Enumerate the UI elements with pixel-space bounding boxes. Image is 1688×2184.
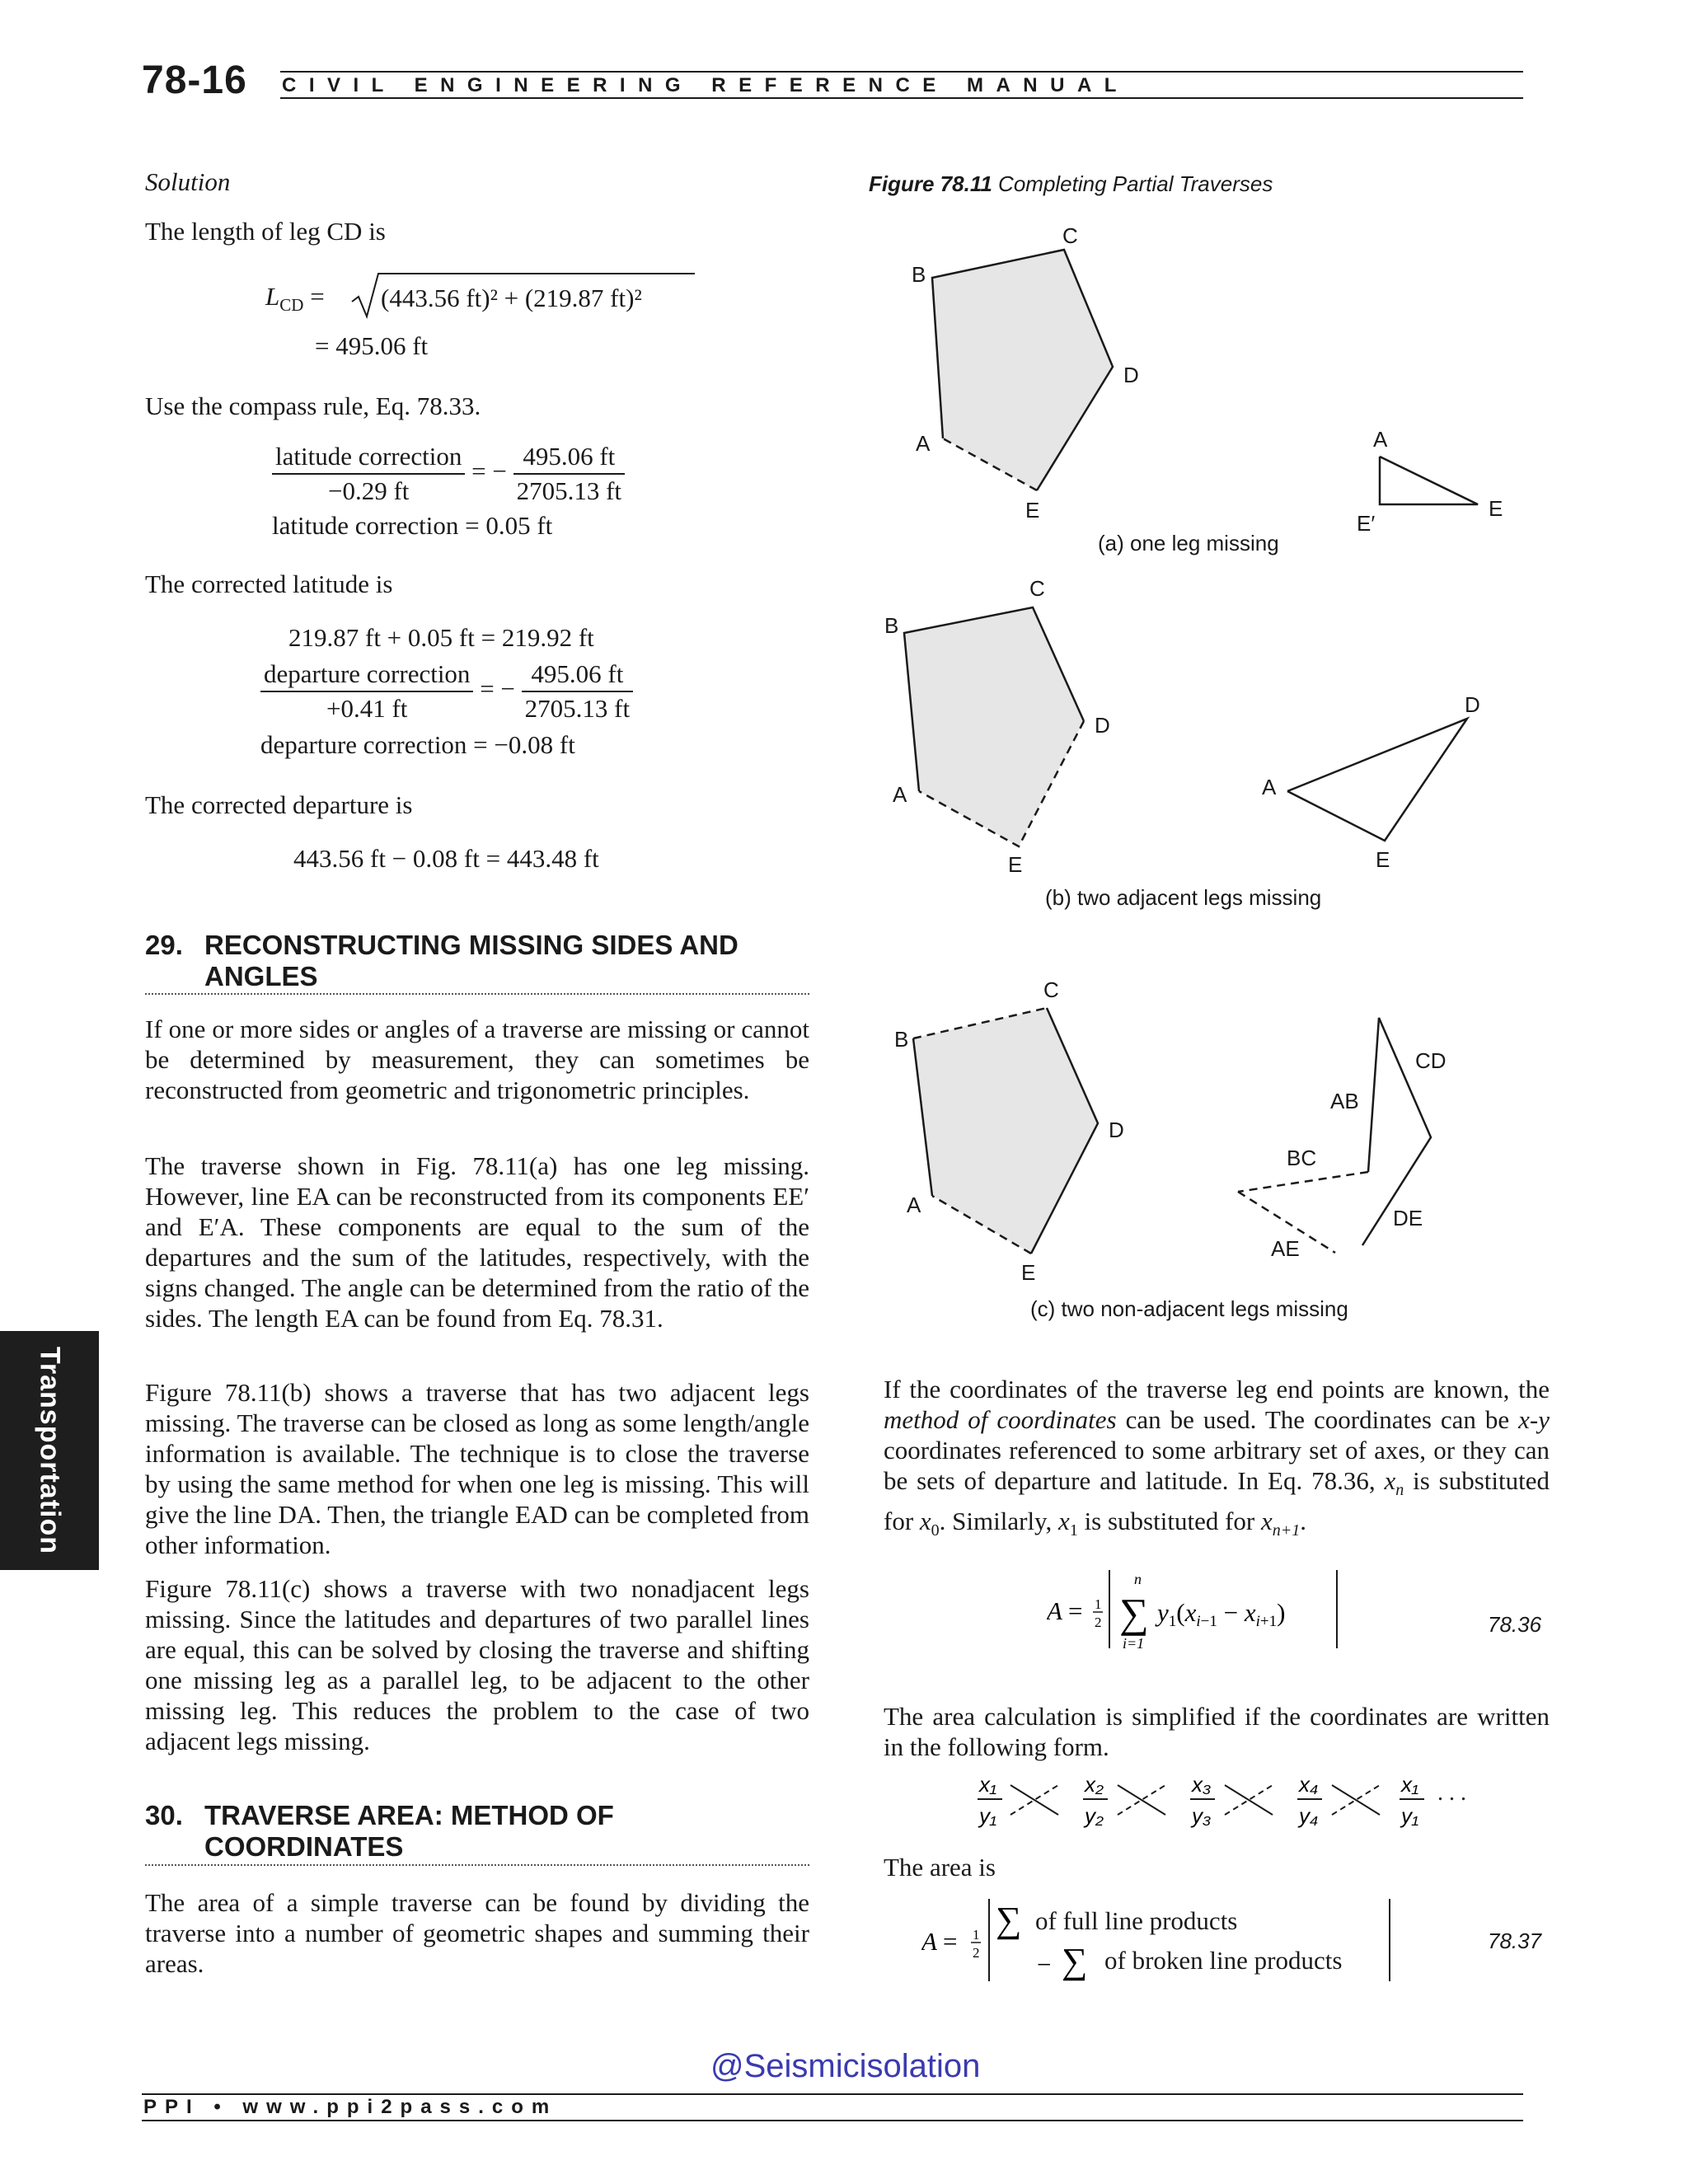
p1-text-b: can be used. The coordinates can be	[1116, 1405, 1519, 1434]
p1-x0-sub: 0	[931, 1521, 940, 1540]
p1-x1-sub: 1	[1069, 1521, 1078, 1540]
p1-text-c: coordinates referenced to some arbitrary set of axes, or they can be sets of departure and latitude. In Eq. 78.36,	[884, 1436, 1550, 1495]
section-30-heading	[145, 1800, 809, 1863]
dep-den: +0.41 ft	[326, 694, 408, 723]
lcd-radicand: (443.56 ft)² + (219.87 ft)²	[381, 284, 642, 312]
latitude-correction-result: latitude correction = 0.05 ft	[272, 511, 553, 540]
fig-b-caption: (b) two adjacent legs missing	[1045, 885, 1322, 910]
dep-rhs-num: 495.06 ft	[522, 659, 633, 692]
section-tab[interactable]	[0, 1331, 99, 1570]
traverse-c	[894, 977, 1124, 1285]
lat-rhs-num: 495.06 ft	[513, 442, 625, 475]
lcd-equation: $L_{CD}$ =	[265, 282, 325, 316]
p1-xn1: x	[1260, 1507, 1273, 1536]
fig-b-label-b: B	[884, 613, 899, 638]
eq37-broken-line: of broken line products	[1104, 1946, 1343, 1975]
fig-b-label-d: D	[1095, 713, 1110, 738]
running-title: CIVIL ENGINEERING REFERENCE MANUAL	[282, 74, 1129, 96]
p1-x0: x	[919, 1507, 931, 1536]
header-rule-top	[280, 71, 1523, 73]
paragraph-29-4: Figure 78.11(c) shows a traverse with two nonadjacent legs missing. Since the latitudes and departures of two parallel lines are equal, this can be solved by closing the traverse and shifting one missing leg as a parallel leg, to be adjacent to the other missing leg. This reduces the problem to the case of two adjacent legs missing.	[145, 1574, 809, 1755]
fig-c-caption: (c) two non-adjacent legs missing	[1030, 1296, 1348, 1321]
footer-rule-top	[142, 2093, 1523, 2095]
coord-ellipsis: . . .	[1437, 1780, 1466, 1806]
dep-rhs-den: 2705.13 ft	[524, 694, 631, 723]
coord-y1-repeat: y₁	[1401, 1803, 1419, 1828]
svg-text:1: 1	[1095, 1596, 1102, 1612]
tri-b-label-e: E	[1376, 847, 1390, 872]
traverse-b	[884, 576, 1110, 877]
tri-b-label-d: D	[1465, 692, 1480, 717]
footer-text[interactable]: PPI • www.ppi2pass.com	[143, 2096, 558, 2118]
figure-caption	[869, 171, 1273, 197]
fig-a-label-a: A	[916, 431, 931, 456]
svg-text:−: −	[1037, 1950, 1052, 1979]
paragraph-30-1: The area of a simple traverse can be found by dividing the traverse into a number of geometric shapes and summing their areas.	[145, 1888, 809, 1978]
fig-b-label-e: E	[1008, 852, 1023, 877]
figure-label: Figure 78.11	[869, 171, 992, 196]
coord-y4: y₄	[1299, 1803, 1319, 1828]
fig-c-label-c: C	[1043, 977, 1059, 1002]
fig-c-label-ae: AE	[1271, 1236, 1300, 1261]
lat-num: latitude correction	[272, 442, 465, 475]
p1-x1: x	[1058, 1507, 1070, 1536]
equation-78-36	[1047, 1566, 1376, 1657]
coord-y2: y₂	[1085, 1803, 1104, 1828]
coord-y1: y₁	[979, 1803, 997, 1828]
fig-c-label-ab: AB	[1330, 1089, 1359, 1113]
paragraph-length: The length of leg CD is	[145, 217, 386, 246]
coord-x1: x₁	[979, 1772, 997, 1797]
dep-num: departure correction	[260, 659, 473, 692]
p1-text-e: . Similarly,	[939, 1507, 1059, 1536]
fig-a-label-d: D	[1123, 363, 1139, 387]
departure-correction-result: departure correction = −0.08 ft	[260, 730, 575, 759]
svg-text:A: A	[1047, 1596, 1062, 1625]
p1-method-of-coordinates: method of coordinates	[884, 1405, 1117, 1434]
latitude-correction-equation: $\frac{\text{latitude correction}}{-0.29 ft}$ = − $\frac{495.06 ft}{2705.13 ft}$	[272, 442, 625, 506]
paragraph-coordinates	[884, 1374, 1550, 1546]
section-30-title-line1: TRAVERSE AREA: METHOD OF	[204, 1800, 614, 1830]
section-29-title-line1: RECONSTRUCTING MISSING SIDES AND	[204, 930, 738, 960]
p1-text-g: .	[1300, 1507, 1306, 1536]
p1-xn: x	[1384, 1466, 1396, 1495]
section-tab-label: Transportation	[34, 1346, 66, 1555]
fig-c-label-e: E	[1021, 1260, 1036, 1285]
svg-text:n: n	[1134, 1571, 1142, 1587]
traverse-a	[912, 223, 1139, 523]
svg-text:=: =	[943, 1927, 958, 1956]
coord-x3: x₃	[1192, 1772, 1212, 1797]
fig-b-label-c: C	[1029, 576, 1045, 601]
paragraph-corrected-departure: The corrected departure is	[145, 790, 413, 819]
header-rule-bottom	[280, 97, 1523, 99]
svg-text:y1(xi−1 − xi+1): y1(xi−1 − xi+1)	[1157, 1598, 1286, 1630]
footer-rule-bottom	[142, 2120, 1523, 2121]
tri-b-label-a: A	[1262, 775, 1277, 799]
watermark: @Seismicisolation	[710, 2048, 981, 2084]
lcd-result: = 495.06 ft	[315, 331, 429, 360]
p1-xn-sub: n	[1395, 1481, 1404, 1500]
solution-label: Solution	[145, 167, 231, 196]
paragraph-29-2: The traverse shown in Fig. 78.11(a) has one leg missing. However, line EA can be reconstructed from its components EE′ and E′A. These components are equal to the sum of the departures and the sum of the latitudes, respectively, with the signs changed. The angle can be determined from the ratio of the sides. The length EA can be found from Eq. 78.31.	[145, 1151, 809, 1333]
coordinate-array-diagram	[973, 1769, 1434, 1831]
p1-text-f: is substituted for	[1077, 1507, 1261, 1536]
corrected-departure-equation: 443.56 ft − 0.08 ft = 443.48 ft	[293, 844, 599, 873]
section-30-title-line2: COORDINATES	[204, 1831, 404, 1862]
svg-text:∑: ∑	[1062, 1941, 1088, 1981]
section-29-heading	[145, 930, 809, 992]
closing-triangle-a	[1357, 427, 1503, 536]
fig-c-label-b: B	[894, 1027, 909, 1052]
section-30-number: 30.	[145, 1800, 183, 1830]
svg-text:2: 2	[1095, 1615, 1102, 1630]
equation-number-78-37: 78.37	[1488, 1929, 1542, 1953]
figure-78-11	[857, 206, 1533, 1327]
section-29-rule	[145, 993, 809, 995]
fig-c-label-bc: BC	[1287, 1146, 1317, 1170]
paragraph-compass: Use the compass rule, Eq. 78.33.	[145, 391, 481, 420]
section-30-rule	[145, 1864, 809, 1866]
section-29-title-line2: ANGLES	[204, 961, 318, 991]
fig-c-label-de: DE	[1393, 1206, 1423, 1230]
paragraph-corrected-latitude: The corrected latitude is	[145, 569, 393, 598]
svg-text:∑: ∑	[996, 1900, 1022, 1940]
fig-b-label-a: A	[893, 782, 907, 807]
closing-triangle-b	[1262, 692, 1480, 872]
fig-a-label-b: B	[912, 262, 926, 287]
coord-x2: x₂	[1085, 1772, 1104, 1797]
fig-c-label-cd: CD	[1415, 1048, 1447, 1073]
departure-correction-equation: $\frac{\text{departure correction}}{+0.41 ft}$ = − $\frac{495.06 ft}{2705.13 ft}$	[260, 659, 633, 724]
corrected-latitude-equation: 219.87 ft + 0.05 ft = 219.92 ft	[288, 623, 594, 652]
coord-x4: x₄	[1299, 1772, 1319, 1797]
closing-polygon-c	[1238, 1018, 1447, 1261]
paragraph-29-1: If one or more sides or angles of a traverse are missing or cannot be determined by measurement, they can sometimes be reconstructed from geometric and trigonometric principles.	[145, 1015, 809, 1104]
lat-den: −0.29 ft	[327, 476, 410, 505]
lat-rhs-den: 2705.13 ft	[516, 476, 622, 505]
page-number: 78-16	[142, 59, 247, 102]
figure-title: Completing Partial Traverses	[998, 171, 1273, 196]
svg-text:2: 2	[973, 1945, 980, 1961]
svg-text:i=1: i=1	[1123, 1635, 1145, 1652]
eq37-full-line: of full line products	[1035, 1906, 1238, 1935]
coord-y3: y₃	[1192, 1803, 1212, 1828]
svg-text:1: 1	[973, 1927, 980, 1943]
tri-a-label-a: A	[1373, 427, 1388, 452]
tri-a-label-eprime: E′	[1357, 511, 1376, 536]
fig-c-label-a: A	[907, 1193, 921, 1217]
lcd-subscript: CD	[279, 295, 304, 316]
svg-text:A: A	[921, 1927, 937, 1956]
fig-c-label-d: D	[1109, 1118, 1124, 1142]
paragraph-area-simplified: The area calculation is simplified if the coordinates are written in the following form.	[884, 1702, 1550, 1761]
p1-text-d: is substituted for	[884, 1466, 1550, 1536]
p1-xy: x-y	[1518, 1405, 1550, 1434]
p1-text-a: If the coordinates of the traverse leg end points are known, the	[884, 1375, 1550, 1404]
paragraph-29-3: Figure 78.11(b) shows a traverse that has two adjacent legs missing. The traverse can be closed as long as some length/angle information is available. The technique is to close the traverse by using the same method for when one leg is missing. This will give the line DA. Then, the triangle EAD can be completed from other information.	[145, 1378, 809, 1559]
svg-text:∑: ∑	[1119, 1590, 1149, 1636]
fig-a-label-e: E	[1025, 498, 1040, 523]
svg-text:=: =	[1068, 1596, 1083, 1625]
paragraph-area-is: The area is	[884, 1853, 996, 1882]
section-29-number: 29.	[145, 930, 183, 960]
fig-a-caption: (a) one leg missing	[1098, 531, 1279, 555]
coord-x1-repeat: x₁	[1401, 1772, 1419, 1797]
equation-number-78-36: 78.36	[1488, 1612, 1542, 1637]
p1-xn1-sub: n+1	[1272, 1521, 1301, 1540]
fig-a-label-c: C	[1062, 223, 1078, 248]
tri-a-label-e: E	[1489, 496, 1503, 521]
